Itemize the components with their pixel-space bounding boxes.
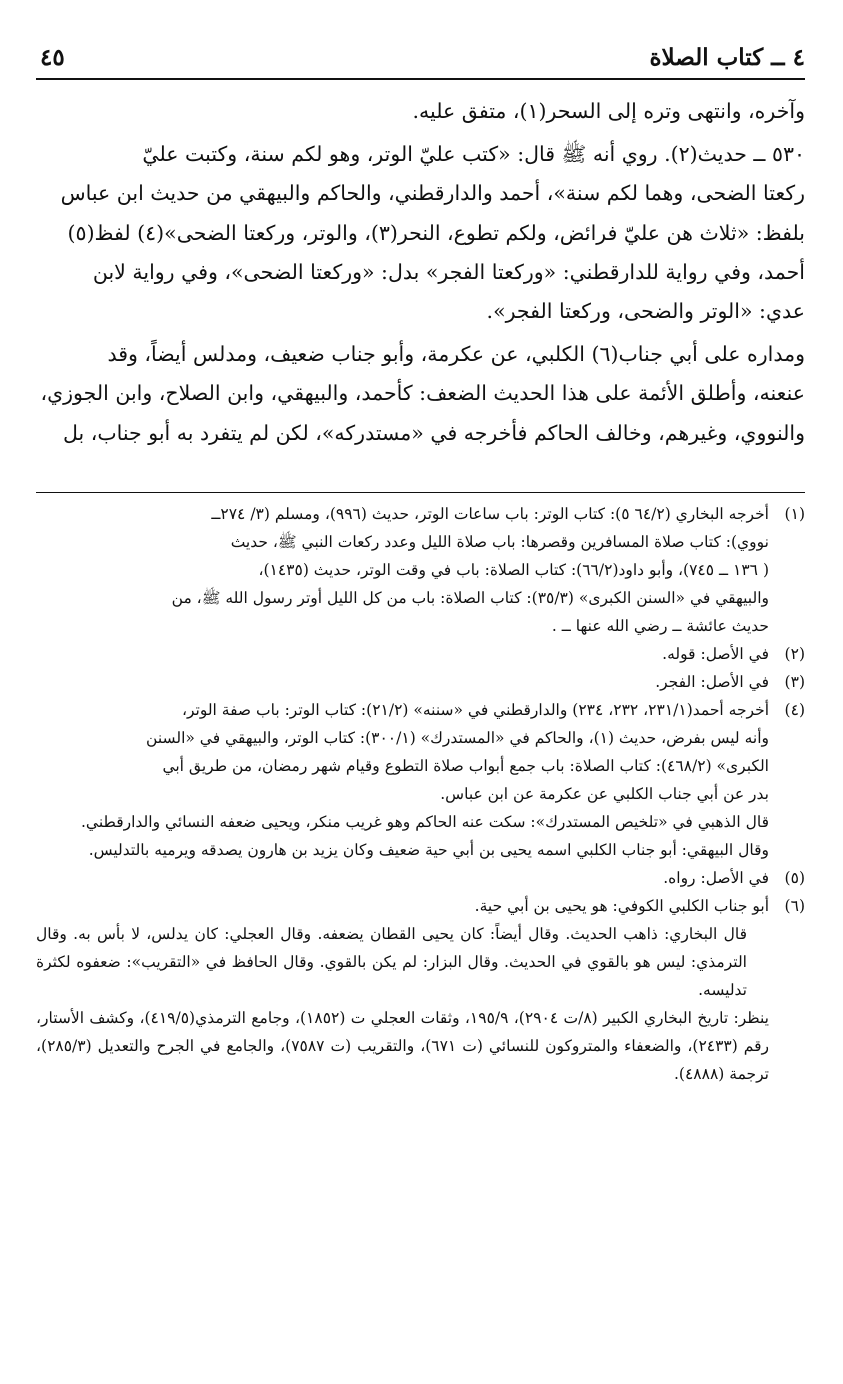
footnote-4 (36, 696, 805, 808)
footnote-number: (١) (784, 505, 805, 523)
footnote-body (36, 696, 769, 808)
footnote-separator (36, 492, 805, 493)
footnote-line: بالتدليس. (88, 841, 150, 859)
footnote-5 (36, 864, 805, 892)
main-line: بلفظ: «ثلاث هن عليّ فرائض، ولكم تطوع، النحر(٣)، والوتر، وركعتا الضحى»(٤) لفظ(٥) (67, 220, 805, 245)
running-title: ٤ ــ كتاب الصلاة (649, 44, 805, 71)
footnote-line: والبيهقي في «السنن الكبرى» (٣٥/٣): كتاب الصلاة: باب من كل الليل أوتر رسول الله ﷺ، من (171, 589, 769, 607)
main-line: عدي: «الوتر والضحى، وركعتا الفجر». (486, 299, 805, 324)
footnote-line: وقال البزار: لم يكن بالقوي. (319, 953, 499, 971)
footnote-line: الكبرى» (٤٦٨/٢): كتاب الصلاة: باب جمع أبواب صلاة التطوع وقيام شهر رمضان، من طريق أبي (162, 757, 769, 775)
header-rule (36, 78, 805, 80)
footnote-number: (٤) (784, 701, 805, 719)
footnote-line: بدر عن أبي جناب الكلبي عن عكرمة عن ابن عباس. (440, 785, 769, 803)
footnote-4-dhahabi (36, 808, 805, 836)
footnote-6-references (36, 1004, 805, 1088)
footnote-line: نووي): كتاب صلاة المسافرين وقصرها: باب صلاة الليل وعدد ركعات النبي ﷺ، حديث (230, 533, 769, 551)
footnote-line: أخرجه البخاري (٦٤/٢ ٥): كتاب الوتر: باب ساعات الوتر، حديث (٩٩٦)، ومسلم (٣/ ٢٧٤ــ (211, 505, 769, 523)
main-line: عنعنه، وأطلق الأئمة على هذا الحديث الضعف: كأحمد، والبيهقي، وابن الصلاح، وابن الجوزي، (40, 381, 805, 406)
main-text (36, 92, 805, 453)
footnote-line: قال البخاري: ذاهب الحديث. (565, 925, 747, 943)
footnote-body (36, 500, 769, 640)
main-line: ٥٣٠ ــ حديث(٢). روي أنه ﷺ قال: «كتب عليّ الوتر، وهو لكم سنة، وكتبت عليّ (142, 142, 805, 167)
footnote-number: (٦) (784, 897, 805, 915)
footnote-1 (36, 500, 805, 640)
footnote-line: والتقريب (ت ٧٥٨٧)، والجامع في الجرح والتعديل (٢٨٥/٣)، ترجمة (٤٨٨٨). (36, 1037, 769, 1083)
footnote-line: ( ١٣٦ ــ ٧٤٥)، وأبو داود(٦٦/٢): كتاب الصلاة: باب في وقت الوتر، حديث (١٤٣٥)، (258, 561, 769, 579)
footnote-body: في الأصل: رواه. (663, 869, 769, 887)
footnote-body: في الأصل: الفجر. (655, 673, 769, 691)
footnote-6 (36, 892, 805, 920)
footnotes (36, 500, 805, 1088)
page-number: ٤٥ (40, 44, 65, 71)
footnote-line: وقال الترمذي: ليس هو بالقوي في الحديث. (36, 925, 747, 971)
main-line: ومداره على أبي جناب(٦) الكلبي، عن عكرمة، وأبو جناب ضعيف، ومدلس أيضاً، وقد (107, 342, 805, 367)
footnote-line: أخرجه أحمد(٢٣١/١، ٢٣٢، ٢٣٤) والدارقطني في «سننه» (٢١/٢): كتاب الوتر: باب صفة الوتر، (181, 701, 769, 719)
footnote-2 (36, 640, 805, 668)
footnote-body: أبو جناب الكلبي الكوفي: هو يحيى بن أبي حية. (474, 897, 769, 915)
footnote-number: (٢) (784, 645, 805, 663)
footnote-line: الترمذي(٤١٩/٥)، وكشف الأستار، رقم (٢٤٣٣)، والضعفاء والمتروكون للنسائي (ت ٦٧١)، (36, 1009, 769, 1055)
footnote-line: وقال أيضاً: كان يحيى القطان يضعفه. (317, 925, 560, 943)
footnote-line: وقال الحافظ في «التقريب»: ضعفوه لكثرة تدليسه. (36, 953, 747, 999)
footnote-3 (36, 668, 805, 696)
main-line: وآخره، وانتهى وتره إلى السحر(١)، متفق عليه. (412, 99, 805, 123)
footnote-line: والدارقطني. (80, 813, 161, 831)
footnote-line: ينظر: تاريخ البخاري الكبير (٨/ت ٢٩٠٤)، ١٩٥/٩، وثقات العجلي ت (١٨٥٢)، وجامع (251, 1009, 769, 1027)
footnote-body: في الأصل: قوله. (662, 645, 769, 663)
main-line: ركعتا الضحى، وهما لكم سنة»، أحمد والدارقطني، والحاكم والبيهقي من حديث ابن عباس (60, 181, 805, 206)
footnote-number: (٥) (784, 869, 805, 887)
footnote-line: قال الذهبي في «تلخيص المستدرك»: سكت عنه الحاكم وهو غريب منكر، ويحيى ضعفه النسائي (165, 813, 769, 831)
page-header (36, 38, 805, 78)
footnote-number: (٣) (784, 673, 805, 691)
main-line: والنووي، وغيرهم، وخالف الحاكم فأخرجه في «مستدركه»، لكن لم يتفرد به أبو جناب، بل (62, 420, 805, 445)
footnote-4-bayhaqi (36, 836, 805, 864)
footnote-line: وأنه ليس بفرض، حديث (١)، والحاكم في «المستدرك» (٣٠٠/١): كتاب الوتر، والبيهقي في «السنن (146, 729, 769, 747)
main-line: أحمد، وفي رواية للدارقطني: «وركعتا الفجر» بدل: «وركعتا الضحى»، وفي رواية لابن (92, 259, 805, 284)
footnote-line: وقال البيهقي: أبو جناب الكلبي اسمه يحيى بن أبي حية ضعيف وكان يزيد بن هارون يصدقه ويرميه (154, 841, 769, 859)
footnote-line: حديث عائشة ــ رضي الله عنها ــ . (551, 617, 769, 635)
footnote-line: وقال العجلي: كان يدلس، لا بأس به. (73, 925, 312, 943)
footnote-6-sayings (36, 920, 805, 1004)
